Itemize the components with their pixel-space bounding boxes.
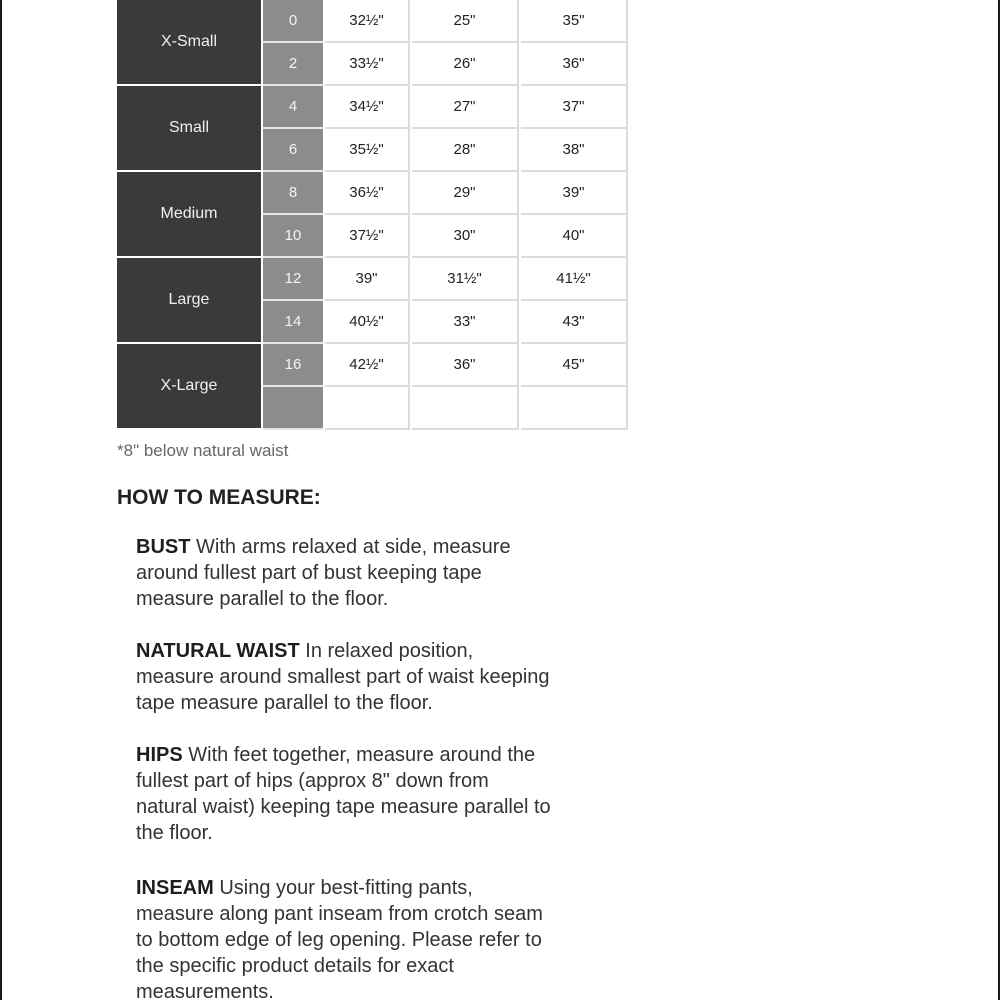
waist-value: 31½" — [412, 258, 519, 301]
hips-instructions — [136, 742, 616, 846]
size-number: 0 — [263, 0, 323, 43]
instruction-line: tape measure parallel to the floor. — [136, 692, 433, 714]
size-number: 14 — [263, 301, 323, 344]
size-number: 12 — [263, 258, 323, 301]
instruction-line: measure along pant inseam from crotch seam — [136, 903, 543, 925]
bust-value: 34½" — [325, 86, 410, 129]
bust-value-empty — [325, 387, 410, 430]
bust-value: 39" — [325, 258, 410, 301]
waist-value: 30" — [412, 215, 519, 258]
bust-value: 36½" — [325, 172, 410, 215]
natural-waist-instructions — [136, 638, 616, 716]
size-number: 6 — [263, 129, 323, 172]
waist-value: 29" — [412, 172, 519, 215]
size-label-large: Large — [117, 258, 261, 344]
instruction-line: fullest part of hips (approx 8" down from — [136, 770, 489, 792]
hips-value: 45" — [521, 344, 628, 387]
hips-value: 36" — [521, 43, 628, 86]
bust-term: BUST — [136, 536, 191, 558]
table-footnote: *8" below natural waist — [117, 441, 289, 460]
bust-value: 32½" — [325, 0, 410, 43]
bust-value: 42½" — [325, 344, 410, 387]
size-chart-table — [117, 0, 628, 430]
instruction-line: natural waist) keeping tape measure parallel to — [136, 796, 551, 818]
instruction-line: around fullest part of bust keeping tape — [136, 562, 482, 584]
instruction-line: In relaxed position, — [299, 640, 474, 662]
waist-value: 36" — [412, 344, 519, 387]
instruction-line: With feet together, measure around the — [182, 744, 536, 766]
hips-value: 38" — [521, 129, 628, 172]
hips-term: HIPS — [136, 744, 183, 766]
size-number: 10 — [263, 215, 323, 258]
instruction-line: the specific product details for exact — [136, 955, 454, 977]
size-label-medium: Medium — [117, 172, 261, 258]
bust-instructions — [136, 534, 616, 612]
bust-value: 40½" — [325, 301, 410, 344]
instruction-line: measure around smallest part of waist keeping — [136, 666, 550, 688]
waist-value-empty — [412, 387, 519, 430]
natural-waist-term: NATURAL WAIST — [136, 640, 300, 662]
inseam-term: INSEAM — [136, 877, 214, 899]
hips-value: 37" — [521, 86, 628, 129]
size-label-x-large: X-Large — [117, 344, 261, 430]
size-number: 2 — [263, 43, 323, 86]
size-label-x-small: X-Small — [117, 0, 261, 86]
hips-value-empty — [521, 387, 628, 430]
size-number: 8 — [263, 172, 323, 215]
instruction-line: measurements. — [136, 981, 274, 1003]
instruction-line: the floor. — [136, 822, 213, 844]
waist-value: 33" — [412, 301, 519, 344]
waist-value: 27" — [412, 86, 519, 129]
size-number-empty — [263, 387, 323, 430]
waist-value: 28" — [412, 129, 519, 172]
how-to-measure-heading: HOW TO MEASURE: — [117, 486, 321, 509]
waist-value: 25" — [412, 0, 519, 43]
instruction-line: With arms relaxed at side, measure — [190, 536, 511, 558]
size-label-small: Small — [117, 86, 261, 172]
hips-value: 40" — [521, 215, 628, 258]
inseam-instructions — [136, 875, 616, 1005]
hips-value: 41½" — [521, 258, 628, 301]
instruction-line: to bottom edge of leg opening. Please refer to — [136, 929, 542, 951]
bust-value: 35½" — [325, 129, 410, 172]
hips-value: 39" — [521, 172, 628, 215]
size-number: 16 — [263, 344, 323, 387]
instruction-line: measure parallel to the floor. — [136, 588, 389, 610]
bust-value: 33½" — [325, 43, 410, 86]
instruction-line: Using your best-fitting pants, — [213, 877, 473, 899]
waist-value: 26" — [412, 43, 519, 86]
hips-value: 43" — [521, 301, 628, 344]
hips-value: 35" — [521, 0, 628, 43]
bust-value: 37½" — [325, 215, 410, 258]
size-number: 4 — [263, 86, 323, 129]
